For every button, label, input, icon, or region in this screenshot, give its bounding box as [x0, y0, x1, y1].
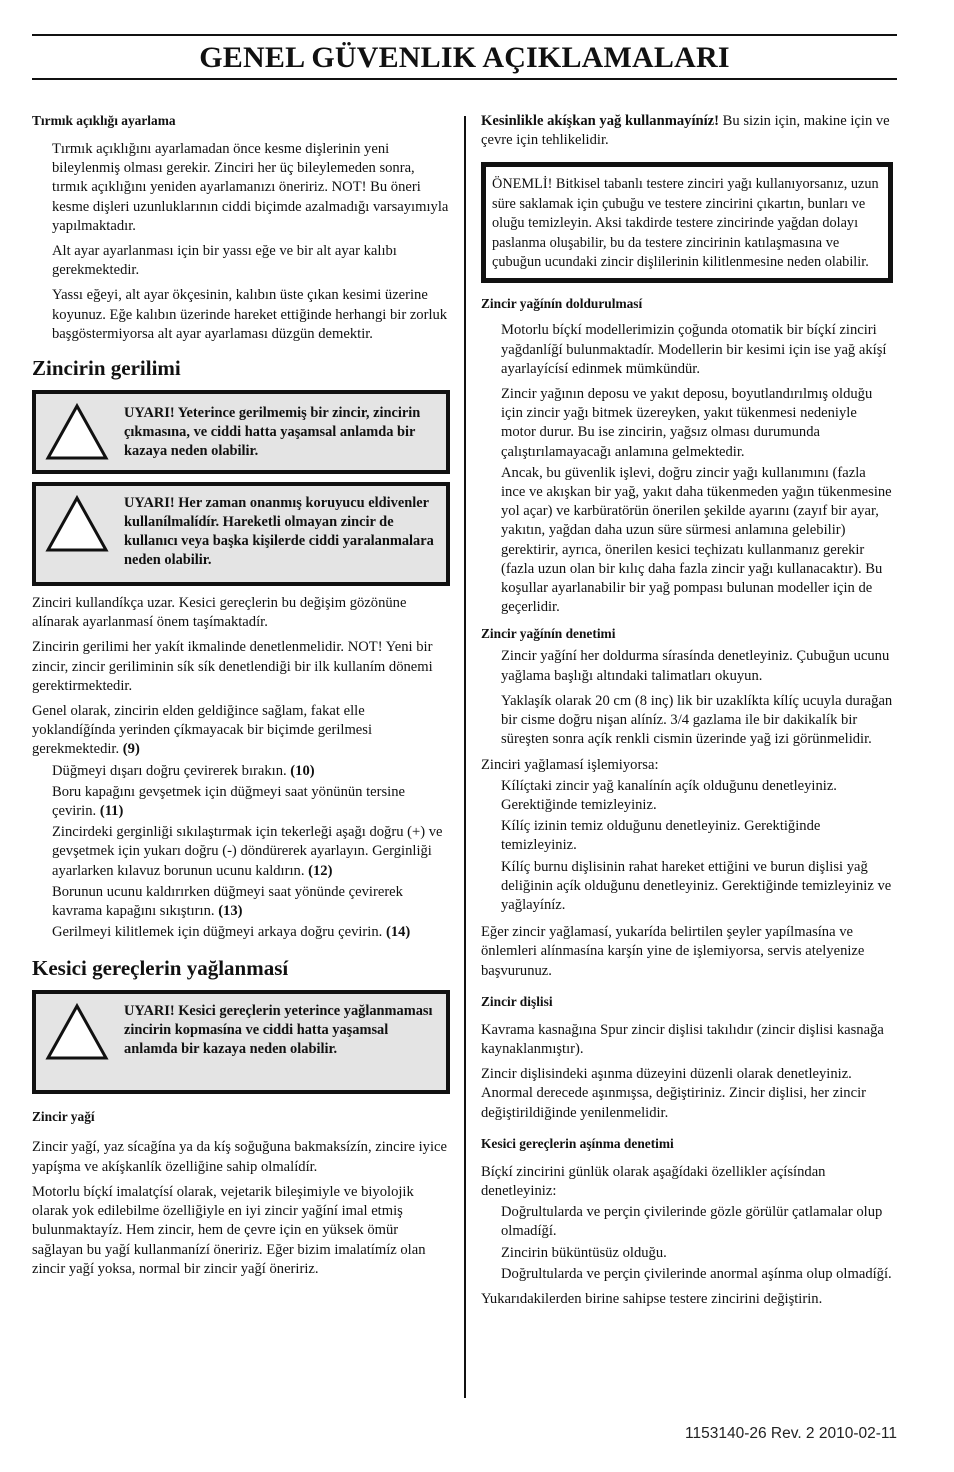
sprocket-paragraph-1: Kavrama kasnağına Spur zincir dişlisi takılıdır (zincir dişlisi kasnağa kaynaklanmıştır).: [481, 1021, 884, 1057]
important-note-text: ÖNEMLİ! Bitkisel tabanlı testere zinciri yağı kullanıyorsanız, uzun süre saklamak için çubuğu ve testere zincirini çıkartın, bunları ve oluğu temizleyin. Aksi takdirde testere zincirinde yağdan dolayı paslanma oluşabilir, bu da testere zincirinin katılaşmasına ve çubuğun ucundaki zincir dişlilerinin kilitlenmesine neden olabilir.: [492, 176, 879, 271]
tension-step-3: Zincirdeki gerginliği sıkılaştırmak için tekerleği aşağı doğru (+) ve gevşetmek için yukarı doğru (-) döndürerek ayarlayın. Gerginliği ayarlarken kılavuz borunun ucunu kaldırın. (12): [52, 824, 443, 879]
warning-triangle-icon: [44, 402, 110, 462]
chain-oil-paragraph-1: Zincir yağí, yaz sícağína ya da kíş soğuğuna bakmaksízín, zincire iyice yapíşma ve akíşkanlík özelliğine sahip olmalídír.: [32, 1139, 447, 1175]
figure-ref: (12): [308, 862, 333, 879]
rake-paragraph-2: Alt ayar ayarlanması için bir yassı eğe ve bir alt ayar kalıbı gerekmektedir.: [52, 243, 397, 279]
not-oiling-intro: Zinciri yağlamasí işlemiyorsa:: [481, 756, 659, 773]
figure-ref: (14): [385, 924, 411, 941]
document-revision: 1153140-26 Rev. 2 2010-02-11: [685, 1425, 897, 1442]
wear-check-conclusion: Yukarıdakilerden birine sahipse testere zincirini değiştirin.: [481, 1290, 823, 1307]
service-paragraph: Eğer zincir yağlamasí, yukarída belirtilen şeyler yapílmasína ve önlemleri alínmasína karşín yine de işlemiyorsa, servis atelyenize başvurunuz.: [481, 924, 865, 979]
important-note-box: [481, 162, 893, 283]
warning-box-lubrication: [32, 990, 450, 1094]
warning-box-tension: [32, 390, 450, 474]
not-oiling-item-3: Kílíç burnu dişlisinin rahat hareket ettiğini ve burun dişlisi yağ deliğinin açík olduğunu denetleyiniz. Gerektiğinde temizleyiniz ve yağlayíníz.: [501, 858, 892, 913]
column-divider: [464, 116, 466, 1398]
rake-paragraph-3: Yassı eğeyi, alt ayar ökçesinin, kalıbın üste çıkan kesimi üzerine koyunuz. Eğe kalıbın üzerinde hareket ettiğinde herhangi bir zorluk başgöstermiyorsa alt ayar ayarlaması düzgün demektir.: [52, 287, 448, 342]
tension-paragraph-1: Zinciri kullandíkça uzar. Kesici gereçlerin bu değişim gözönüne alínarak ayarlanmasí önem taşímaktadír.: [32, 595, 407, 631]
not-oiling-item-2: Kílíç izinin temiz olduğunu denetleyiniz. Gerektiğinde temizleyiniz.: [501, 818, 821, 854]
chain-oil-paragraph-2: Motorlu bíçkí imalatçísí olarak, vejetarik bileşimiyle ve biyolojik olarak yok edilebilme özelliğiyle en iyi zincir yağíní imal etmiş bulunmaktayíz. Hem zincir, hem de çevre için en yüksek ömür sağlayan bu yağí kullanmanízí öneririz. Eğer bizim imalatímíz olan zincir yağí yoksa, normal bir zincir yağí öneririz.: [32, 1183, 426, 1277]
tension-heading: Zincirin gerilimi: [32, 356, 181, 381]
oil-filling-paragraph-3: Ancak, bu güvenlik işlevi, doğru zincir yağı kullanımını (fazla ince ve akışkan bir yağ, yakıt daha tükenmeden yağın tükenmesine yol açar) ve karbüratörün önerilen şekilde ayarını (zayıf bir ayar, yakıtın, yağdan daha uzun süre sürmesi anlamına gelebilir) gerektirir, ayrıca, önerilen kesici teçhizatı kullanmanız gerekir (fazla uzun olan bir kılıç daha fazla zincir yağı kullanacaktır). Bu koşullar ayarlanabilir bir yağ pompası bulunan modeller için de geçerlidir.: [501, 464, 892, 616]
warning-text-lubrication: UYARI! Kesici gereçlerin yeterince yağlanmaması zincirin kopmasína ve ciddi hatta yaşamsal anlamda bir kazaya neden olabilir.: [124, 1003, 433, 1058]
figure-ref: (9): [122, 741, 140, 758]
not-oiling-item-1: Kílíçtaki zincir yağ kanalínín açík olduğunu denetleyiniz. Gerektiğinde temizleyiniz.: [501, 777, 837, 813]
oil-check-paragraph-2: Yaklaşík olarak 20 cm (8 inç) lik bir uzaklíkta kílíç ucuyla durağan bir cisme doğru nişan alíníz. 3/4 gazlama ile bir dakikalík bir süreşten sonra açík renkli cismin üzerinde yağ izi görünmelidir.: [501, 692, 893, 748]
lubrication-heading: Kesici gereçlerin yağlanmasí: [32, 956, 289, 981]
tension-step-2: Boru kapağını gevşetmek için düğmeyi saat yönünün tersine çevirin. (11): [52, 783, 406, 820]
oil-filling-paragraph-2: Zincir yağının deposu ve yakıt deposu, boyutlandırılmış olduğu için zincir yağı bitmek üzereyken, yakıt tükenmesi nedeniyle motor durur. Bu ise zincirin, yağsız olması durumunda çalıştırılamayacağı anlamına gelmektedir.: [501, 386, 873, 460]
warning-text-tension: UYARI! Yeterince gerilmemiş bir zincir, zincirin çıkmasına, ve ciddi hatta yaşamsal anlamda bir kazaya neden olabilir.: [124, 405, 421, 460]
warning-box-gloves: [32, 482, 450, 586]
tension-paragraph-3: Genel olarak, zincirin elden geldiğince sağlam, fakat elle yoklandíğínda yerinden çíkmayacak bir biçimde gerilmesi gerekmektedir. (9): [32, 703, 373, 758]
warning-triangle-icon: [44, 1002, 110, 1062]
wear-check-item-3: Doğrultularda ve perçin çivilerinde anormal aşínma olup olmadíğí.: [501, 1265, 892, 1282]
oil-check-paragraph-1: Zincir yağíní her doldurma sírasínda denetleyiniz. Çubuğun ucunu yağlama başlığı altındaki talimatları okuyun.: [501, 648, 890, 684]
page-title: GENEL GÜVENLIK AÇIKLAMALARI: [32, 34, 897, 80]
oil-filling-paragraph-1: Motorlu bíçkí modellerimizin çoğunda otomatik bir bíçkí zinciri yağdanlíğí bulunmaktadír. Modellerin bir kesimi için ise yağ akíşí ayarlayícísí edinmek mümkündür.: [501, 322, 887, 377]
tension-step-5: Gerilmeyi kilitlemek için düğmeyi arkaya doğru çevirin. (14): [52, 924, 411, 941]
chain-oil-heading: Zincir yağí: [32, 1109, 95, 1125]
left-column: [32, 112, 450, 1279]
sprocket-heading: Zincir dişlisi: [481, 993, 553, 1009]
wear-check-intro: Bíçkí zincirini günlük olarak aşağídaki özellikler açísíndan denetleyiniz:: [481, 1163, 826, 1199]
tension-paragraph-2: Zincirin gerilimi her yakít ikmalinde denetlenmelidir. NOT! Yeni bir zincir, zincir geriliminin sík sík denetlendiği bir ilk kullaním dönemi gerektirmektedir.: [32, 639, 433, 694]
right-column: [481, 112, 893, 1309]
wear-check-heading: Kesici gereçlerin aşínma denetimi: [481, 1135, 674, 1151]
oil-check-heading: Zincir yağínín denetimi: [481, 626, 616, 642]
sprocket-paragraph-2: Zincir dişlisindeki aşınma düzeyini düzenli olarak denetleyiniz. Anormal derecede aşınmışsa, değiştiriniz. Zincir dişlisi, her zincir değiştirildiğinde yenilenmelidir.: [481, 1066, 866, 1121]
wear-check-item-2: Zincirin büküntüsüz olduğu.: [501, 1244, 667, 1261]
never-use-warning: Kesinlikle akíşkan yağ kullanmayíníz! Bu sizin için, makine için ve çevre için tehlikelidir.: [481, 113, 890, 149]
warning-text-gloves: UYARI! Her zaman onanmış koruyucu eldivenler kullanílmalídír. Hareketli olmayan zincir de kullanıcı veya başka kişilerde ciddi yaralanmalara neden olabilir.: [124, 495, 434, 569]
figure-ref: (11): [99, 803, 124, 820]
rake-paragraph-1: Tırmık açıklığını ayarlamadan önce kesme dişlerinin yeni bileylenmiş olması gerekir. Zinciri her üç bileylemeden sonra, tırmık açıklığını yeniden ayarlamanızı öneririz. NOT! Bu öneri kesme dişleri uzunluklarının ciddi biçimde azalmadığı varsayımıyla yapılmaktadır.: [52, 141, 449, 234]
wear-check-item-1: Doğrultularda ve perçin çivilerinde gözle görülür çatlamalar olup olmadíğí.: [501, 1204, 883, 1240]
rake-heading: Tırmık açıklığı ayarlama: [32, 113, 176, 128]
oil-filling-heading: Zincir yağínín doldurulmasí: [481, 296, 643, 312]
tension-step-1: Düğmeyi dışarı doğru çevirerek bırakın. (10): [52, 762, 315, 779]
figure-ref: (13): [218, 903, 243, 920]
figure-ref: (10): [290, 762, 315, 779]
tension-step-4: Borunun ucunu kaldırırken düğmeyi saat yönünde çevirerek kavrama kapağını sıkıştırın. (13): [52, 883, 403, 920]
warning-triangle-icon: [44, 494, 110, 554]
